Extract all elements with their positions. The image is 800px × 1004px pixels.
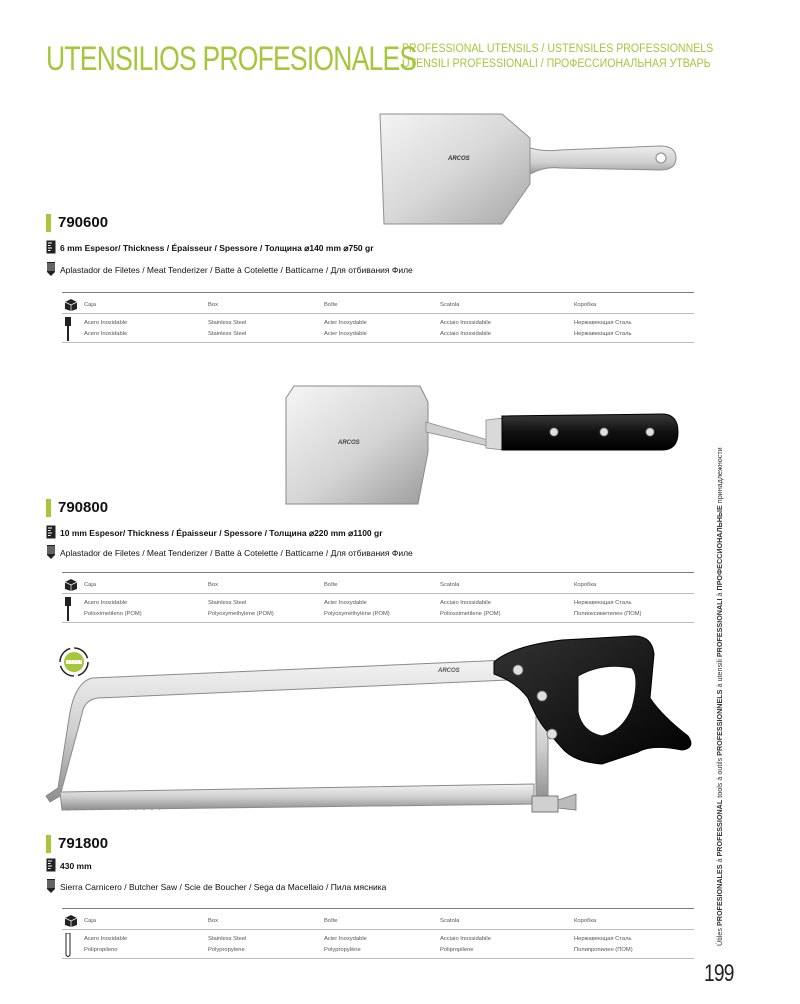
- material-cell: Stainless Steel: [208, 331, 247, 337]
- material-cell: Polipropilene: [440, 947, 474, 953]
- table-rule: [62, 622, 694, 623]
- material-cell: Acciaio Inossidabile: [440, 331, 491, 337]
- accent-bar: [46, 214, 51, 232]
- material-cell: Acero Inoxidable: [84, 600, 128, 606]
- material-cell: Acero Inoxidable: [84, 331, 128, 337]
- dimension-row: [46, 858, 696, 874]
- pack-row-handle: [84, 330, 694, 340]
- header-cell: Коробка: [574, 918, 597, 924]
- brand-mark-791800: ARCOS: [438, 668, 460, 674]
- description-row: [46, 545, 696, 561]
- material-cell: Acero Inoxidable: [84, 320, 128, 326]
- product-spec: 6 mm Espesor/ Thickness / Épaisseur / Spessore / Толщина ⌀140 mm ⌀750 gr: [60, 243, 374, 253]
- material-cell: Acier Inoxydable: [324, 600, 367, 606]
- material-cell: Stainless Steel: [208, 600, 247, 606]
- product-code: 791800: [58, 835, 109, 852]
- material-cell: Poliossimetilene (POM): [440, 611, 501, 617]
- table-rule: [62, 342, 694, 343]
- pack-row-handle: [84, 946, 694, 956]
- header-cell: Boîte: [324, 918, 338, 924]
- table-rule: [62, 292, 694, 293]
- side-word: à utensili: [715, 659, 724, 688]
- product-spec: 430 mm: [60, 861, 92, 871]
- ruler-icon: [46, 240, 56, 254]
- header-cell: Box: [208, 918, 218, 924]
- header-cell: Boîte: [324, 302, 338, 308]
- subtitle-line-1: PROFESSIONAL UTENSILS / USTENSILES PROFESSIONNELS: [402, 43, 714, 55]
- table-rule: [62, 313, 694, 314]
- material-cell: Acier Inoxydable: [324, 936, 367, 942]
- box-icon: [64, 579, 78, 591]
- page-title: UTENSILIOS PROFESIONALES: [46, 40, 417, 78]
- pack-header-row: [84, 917, 694, 927]
- pencil-icon: [46, 262, 56, 276]
- side-word: ПРОФЕССИОНАЛЬНЫЕ: [715, 505, 724, 591]
- header-cell: Scatola: [440, 582, 460, 588]
- header-cell: Scatola: [440, 918, 460, 924]
- pack-header-row: [84, 581, 694, 591]
- ruler-icon: [46, 858, 56, 872]
- material-cell: Нержавеющая Сталь: [574, 600, 632, 606]
- pack-row-blade: [84, 935, 694, 945]
- header-cell: Caja: [84, 302, 96, 308]
- material-cell: Полипропилен (ПОМ): [574, 947, 633, 953]
- header-cell: Boîte: [324, 582, 338, 588]
- table-rule: [62, 958, 694, 959]
- side-category-label: [710, 368, 730, 948]
- material-cell: Acciaio Inossidabile: [440, 936, 491, 942]
- pencil-icon: [46, 545, 56, 559]
- side-category-text: [714, 366, 726, 946]
- material-cell: Polyoxymethylene (POM): [208, 611, 274, 617]
- product-spec: 10 mm Espesor/ Thickness / Épaisseur / Spessore / Толщина ⌀220 mm ⌀1100 gr: [60, 528, 383, 538]
- material-cell: Polyoxyméthylène (POM): [324, 611, 390, 617]
- table-rule: [62, 929, 694, 930]
- material-cell: Acero Inoxidable: [84, 936, 128, 942]
- side-word: PROFESSIONALI: [715, 598, 724, 658]
- brand-mark-790800: ARCOS: [338, 440, 360, 446]
- description-row: [46, 262, 696, 278]
- side-word: принадлежности: [715, 447, 724, 504]
- ruler-icon: [46, 525, 56, 539]
- product-description: Aplastador de Filetes / Meat Tenderizer / Batte à Cotelette / Batticarne / Для отбивания Филе: [60, 548, 413, 558]
- header-cell: Scatola: [440, 302, 460, 308]
- accent-bar: [46, 499, 51, 517]
- product-description: Aplastador de Filetes / Meat Tenderizer / Batte à Cotelette / Batticarne / Для отбивания Филе: [60, 265, 413, 275]
- box-icon: [64, 915, 78, 927]
- side-word: à: [715, 592, 724, 597]
- material-cell: Stainless Steel: [208, 320, 247, 326]
- pack-header-row: [84, 301, 694, 311]
- pack-row-blade: [84, 599, 694, 609]
- pack-row-blade: [84, 319, 694, 329]
- header-cell: Caja: [84, 582, 96, 588]
- page-header: [46, 40, 746, 80]
- header-cell: Коробка: [574, 302, 597, 308]
- product-code: 790600: [58, 214, 109, 231]
- accent-bar: [46, 835, 51, 853]
- pack-row-handle: [84, 610, 694, 620]
- header-cell: Box: [208, 302, 218, 308]
- material-cell: Polipropileno: [84, 947, 118, 953]
- material-cell: Нержавеющая Сталь: [574, 936, 632, 942]
- material-cell: Полиоксиметилен (ПОМ): [574, 611, 642, 617]
- page-number: 199: [704, 960, 734, 987]
- material-cell: Stainless Steel: [208, 936, 247, 942]
- product-image-790800: [282, 380, 682, 506]
- material-cell: Polypropylène: [324, 947, 361, 953]
- header-cell: Caja: [84, 918, 96, 924]
- side-word: PROFESSIONAL: [715, 799, 724, 857]
- table-rule: [62, 593, 694, 594]
- side-word: PROFESSIONNELS: [715, 689, 724, 756]
- description-row: [46, 879, 696, 895]
- material-cell: Нержавеющая Сталь: [574, 331, 632, 337]
- product-image-791800: [42, 632, 696, 832]
- pencil-icon: [46, 879, 56, 893]
- header-cell: Box: [208, 582, 218, 588]
- material-cell: Polypropylene: [208, 947, 245, 953]
- side-word: tools à outils: [715, 757, 724, 798]
- dimension-row: [46, 525, 696, 541]
- side-word: PROFESIONALES: [715, 864, 724, 927]
- blade-icon: [64, 933, 72, 957]
- brand-mark-790600: ARCOS: [448, 156, 470, 162]
- box-icon: [64, 299, 78, 311]
- table-rule: [62, 908, 694, 909]
- material-cell: Нержавеющая Сталь: [574, 320, 632, 326]
- product-code: 790800: [58, 499, 109, 516]
- handle-icon: [64, 597, 72, 621]
- subtitle-line-2: UTENSILI PROFESSIONALI / ПРОФЕССИОНАЛЬНАЯ УТВАРЬ: [402, 58, 711, 70]
- product-description: Sierra Carnicero / Butcher Saw / Scie de Boucher / Sega da Macellaio / Пила мясника: [60, 882, 387, 892]
- product-image-790600: [370, 112, 682, 230]
- table-rule: [62, 572, 694, 573]
- material-cell: Acier Inoxydable: [324, 320, 367, 326]
- side-word: à: [715, 858, 724, 863]
- dimension-row: [46, 240, 696, 256]
- header-cell: Коробка: [574, 582, 597, 588]
- handle-icon: [64, 317, 72, 341]
- material-cell: Acciaio Inossidabile: [440, 320, 491, 326]
- material-cell: Polioximetileno (POM): [84, 611, 142, 617]
- material-cell: Acciaio Inossidabile: [440, 600, 491, 606]
- page-subtitle: [402, 42, 713, 72]
- material-cell: Acier Inoxydable: [324, 331, 367, 337]
- side-word: Útiles: [715, 928, 724, 946]
